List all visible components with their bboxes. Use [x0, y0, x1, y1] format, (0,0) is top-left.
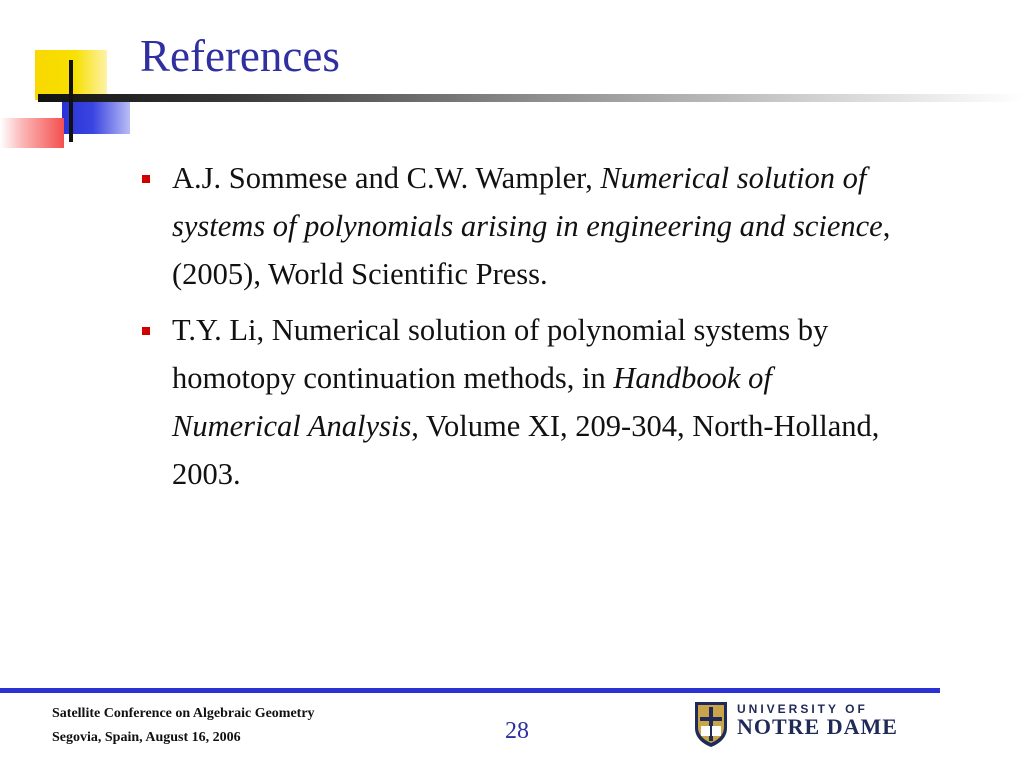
bullet-icon [142, 327, 150, 335]
page-number: 28 [505, 718, 529, 744]
reference-title: Handbook of Numerical Analysis [172, 361, 772, 443]
shield-icon [693, 700, 729, 748]
reference-item [140, 306, 900, 498]
logo-text-top: UNIVERSITY OF [737, 702, 868, 716]
bullet-icon [142, 175, 150, 183]
reference-details: , (2005), World Scientific Press. [172, 209, 891, 291]
decorative-vertical-line [69, 60, 73, 142]
reference-list [140, 154, 900, 506]
title-divider [38, 94, 1024, 102]
reference-authors: A.J. Sommese and C.W. Wampler, [172, 161, 601, 195]
reference-authors: T.Y. Li, Numerical solution of polynomial systems by homotopy continuation methods, in [172, 313, 829, 395]
slide-title: References [140, 31, 340, 81]
footer-location-date: Segovia, Spain, August 16, 2006 [52, 730, 241, 745]
logo-text-main: NOTRE DAME [737, 714, 898, 739]
notre-dame-logo [693, 700, 898, 750]
reference-details: , Volume XI, 209-304, North-Holland, 2003. [172, 409, 880, 491]
decorative-red-block [0, 118, 64, 148]
reference-title: Numerical solution of systems of polynomials arising in engineering and science [172, 161, 883, 243]
footer-conference: Satellite Conference on Algebraic Geometry [52, 706, 315, 721]
reference-item [140, 154, 900, 298]
footer-divider [0, 688, 940, 693]
